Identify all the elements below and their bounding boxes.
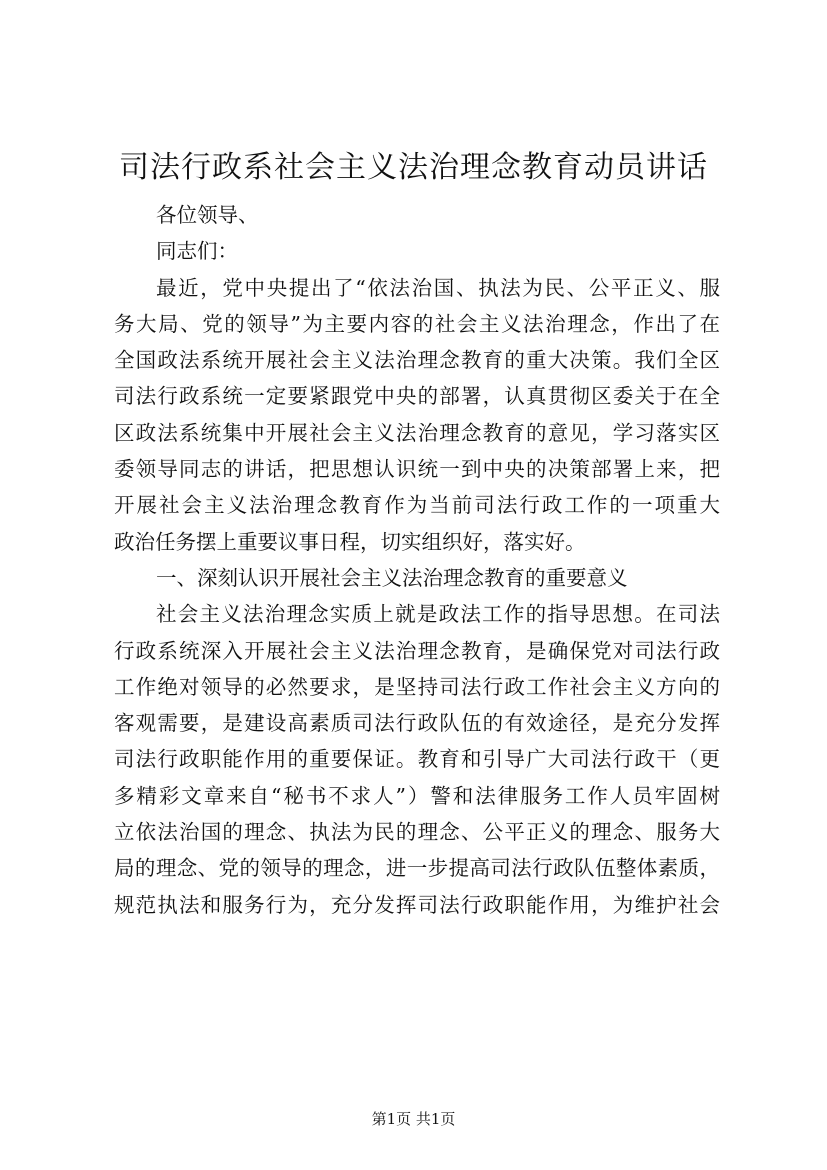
paragraph-line: 规范执法和服务行为，充分发挥司法行政职能作用，为维护社会	[114, 892, 720, 917]
salutation-line: 同志们：	[156, 239, 238, 264]
paragraph-line: 委领导同志的讲话，把思想认识统一到中央的决策部署上来，把	[114, 457, 720, 482]
document-title: 司法行政系社会主义法治理念教育动员讲话	[119, 150, 708, 185]
paragraph-line: 区政法系统集中开展社会主义法治理念教育的意见，学习落实区	[114, 420, 720, 445]
paragraph-line: 客观需要，是建设高素质司法行政队伍的有效途径，是充分发挥	[114, 711, 720, 736]
paragraph-line: 多精彩文章来自“秘书不求人”）警和法律服务工作人员牢固树	[114, 783, 720, 808]
salutation-line: 各位领导、	[156, 203, 259, 227]
paragraph-line: 最近，党中央提出了“依法治国、执法为民、公平正义、服	[156, 275, 720, 300]
paragraph-line: 务大局、党的领导”为主要内容的社会主义法治理念，作出了在	[114, 311, 720, 336]
document-body	[114, 197, 720, 923]
paragraph-line: 开展社会主义法治理念教育作为当前司法行政工作的一项重大	[114, 493, 720, 518]
paragraph-line: 立依法治国的理念、执法为民的理念、公平正义的理念、服务大	[114, 820, 720, 845]
paragraph-line: 局的理念、党的领导的理念，进一步提高司法行政队伍整体素质，	[114, 856, 720, 881]
page-footer: 第1页 共1页	[371, 1110, 456, 1128]
paragraph-line: 全国政法系统开展社会主义法治理念教育的重大决策。我们全区	[114, 348, 720, 373]
paragraph-line: 司法行政职能作用的重要保证。教育和引导广大司法行政干（更	[114, 747, 720, 772]
paragraph-line: 司法行政系统一定要紧跟党中央的部署，认真贯彻区委关于在全	[114, 384, 720, 409]
paragraph-line: 工作绝对领导的必然要求，是坚持司法行政工作社会主义方向的	[114, 674, 720, 699]
paragraph-line: 政治任务摆上重要议事日程，切实组织好，落实好。	[114, 529, 586, 554]
paragraph-line: 行政系统深入开展社会主义法治理念教育，是确保党对司法行政	[114, 638, 720, 663]
section-heading: 一、深刻认识开展社会主义法治理念教育的重要意义	[156, 565, 628, 590]
paragraph-line: 社会主义法治理念实质上就是政法工作的指导思想。在司法	[156, 602, 720, 627]
